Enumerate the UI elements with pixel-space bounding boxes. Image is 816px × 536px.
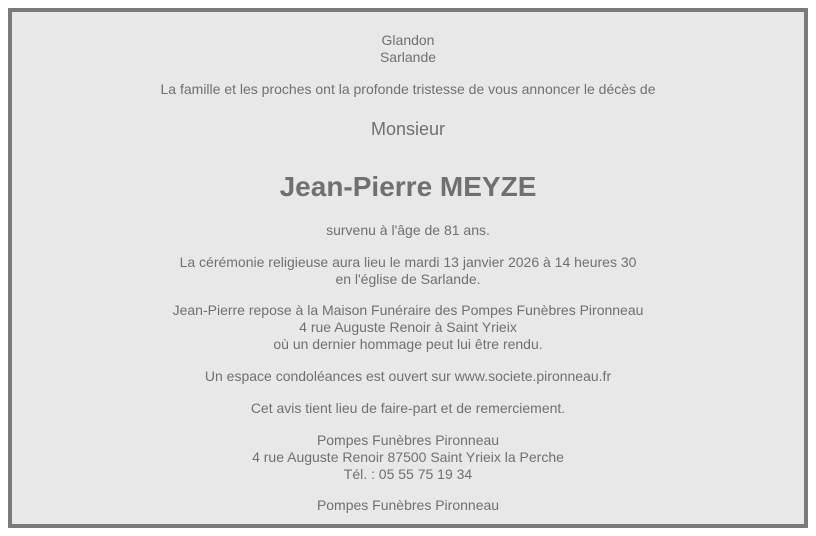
- civility-text: Monsieur: [370, 119, 446, 139]
- resting-place-info: [12, 302, 804, 353]
- contact-phone: Tél. : 05 55 75 19 34: [343, 466, 473, 482]
- contact-address: 4 rue Auguste Renoir 87500 Saint Yrieix la Perche: [252, 449, 564, 465]
- obituary-notice: [8, 8, 808, 528]
- condolences-info: [12, 368, 804, 385]
- rest-line-1: Jean-Pierre repose à la Maison Funéraire des Pompes Funèbres Pironneau: [172, 302, 644, 318]
- location-line-2: Sarlande: [379, 49, 437, 65]
- contact-name: Pompes Funèbres Pironneau: [316, 432, 500, 448]
- intro-text: La famille et les proches ont la profonde tristesse de vous annoncer le décès de: [160, 81, 656, 97]
- ceremony-line-2: en l'église de Sarlande.: [335, 271, 481, 287]
- deceased-name: [12, 170, 804, 204]
- announcement-intro: [12, 81, 804, 98]
- deceased-name-text: Jean-Pierre MEYZE: [279, 171, 537, 202]
- condolences-text: Un espace condoléances est ouvert sur www.societe.pironneau.fr: [204, 368, 612, 384]
- avis-text: Cet avis tient lieu de faire-part et de remerciement.: [250, 400, 566, 416]
- funeral-home-contact: [12, 432, 804, 483]
- age-statement: [12, 222, 804, 239]
- rest-line-3: où un dernier hommage peut lui être rendu.: [273, 336, 543, 352]
- location-line-1: Glandon: [381, 32, 435, 48]
- footer-text: Pompes Funèbres Pironneau: [316, 497, 500, 513]
- ceremony-info: [12, 254, 804, 288]
- footer-signature: [12, 497, 804, 514]
- age-text: survenu à l'âge de 81 ans.: [326, 222, 490, 238]
- civility: [12, 118, 804, 140]
- location-header: [12, 32, 804, 66]
- ceremony-line-1: La cérémonie religieuse aura lieu le mardi 13 janvier 2026 à 14 heures 30: [179, 254, 637, 270]
- rest-line-2: 4 rue Auguste Renoir à Saint Yrieix: [299, 319, 517, 335]
- notice-statement: [12, 400, 804, 417]
